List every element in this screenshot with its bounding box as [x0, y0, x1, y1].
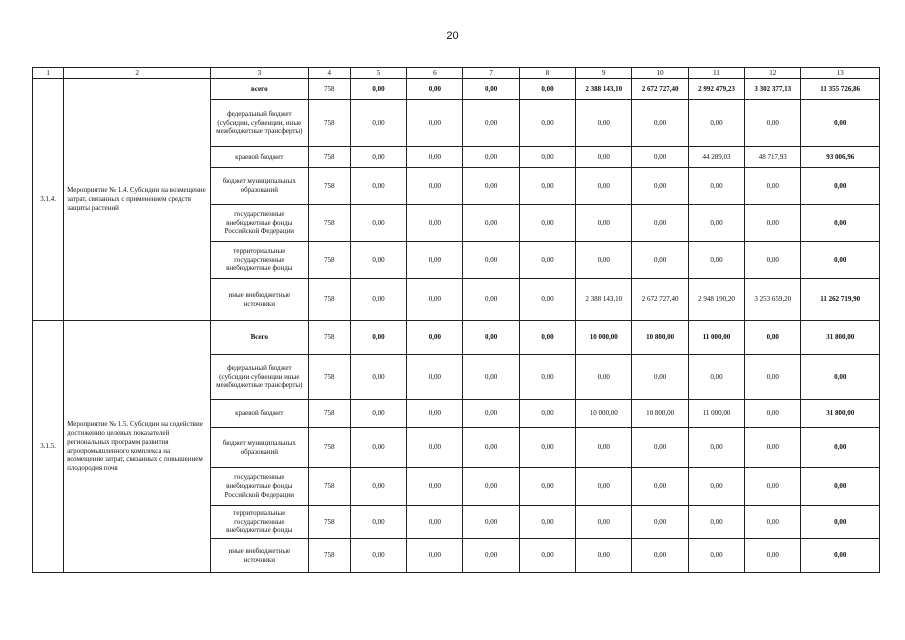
funding-source: краевой бюджет	[211, 147, 309, 168]
amount-cell: 0,00	[350, 147, 406, 168]
amount-cell: 0,00	[632, 205, 688, 242]
activity-code: 3.1.5.	[33, 321, 64, 573]
amount-cell: 0,00	[407, 400, 463, 428]
amount-cell: 0,00	[632, 539, 688, 573]
amount-cell: 0,00	[688, 428, 744, 468]
column-header: 10	[632, 68, 688, 79]
amount-cell: 0,00	[688, 468, 744, 506]
amount-cell: 0,00	[745, 100, 801, 147]
amount-cell: 0,00	[350, 100, 406, 147]
ministry-code: 758	[308, 400, 350, 428]
funding-source: территориальные государственные внебюджетные фонды	[211, 242, 309, 279]
amount-cell: 0,00	[801, 100, 880, 147]
amount-cell: 48 717,93	[745, 147, 801, 168]
ministry-code: 758	[308, 321, 350, 355]
funding-source: федеральный бюджет (субсидии субвенции иные межбюджетные трансферты)	[211, 355, 309, 400]
funding-source: всего	[211, 79, 309, 100]
amount-cell: 2 948 190,20	[688, 279, 744, 321]
amount-cell: 0,00	[519, 168, 575, 205]
funding-source: федеральный бюджет (субсидии, субвенции, иные межбюджетные трансферты)	[211, 100, 309, 147]
funding-source: территориальные государственные внебюджетные фонды	[211, 506, 309, 539]
amount-cell: 0,00	[407, 242, 463, 279]
funding-source: иные внебюджетные источники	[211, 539, 309, 573]
amount-cell: 0,00	[463, 168, 519, 205]
amount-cell: 0,00	[407, 168, 463, 205]
amount-cell: 0,00	[745, 242, 801, 279]
amount-cell: 0,00	[576, 147, 632, 168]
amount-cell: 0,00	[350, 468, 406, 506]
funding-source: Всего	[211, 321, 309, 355]
ministry-code: 758	[308, 279, 350, 321]
activity-code: 3.1.4.	[33, 79, 64, 321]
amount-cell: 0,00	[463, 468, 519, 506]
amount-cell: 0,00	[519, 539, 575, 573]
amount-cell: 10 800,00	[632, 400, 688, 428]
amount-cell: 0,00	[407, 355, 463, 400]
column-header: 1	[33, 68, 64, 79]
column-header: 2	[64, 68, 211, 79]
amount-cell: 0,00	[576, 506, 632, 539]
amount-cell: 11 355 726,86	[801, 79, 880, 100]
amount-cell: 0,00	[801, 168, 880, 205]
table-row	[33, 79, 880, 100]
amount-cell: 31 800,00	[801, 400, 880, 428]
ministry-code: 758	[308, 205, 350, 242]
amount-cell: 0,00	[632, 168, 688, 205]
amount-cell: 0,00	[576, 428, 632, 468]
column-header: 5	[350, 68, 406, 79]
ministry-code: 758	[308, 428, 350, 468]
amount-cell: 0,00	[463, 428, 519, 468]
amount-cell: 0,00	[519, 279, 575, 321]
amount-cell: 2 388 143,10	[576, 79, 632, 100]
amount-cell: 0,00	[519, 79, 575, 100]
page-number: 20	[446, 30, 459, 42]
funding-source: бюджет муниципальных образований	[211, 428, 309, 468]
column-header: 7	[463, 68, 519, 79]
amount-cell: 0,00	[463, 100, 519, 147]
amount-cell: 0,00	[745, 468, 801, 506]
amount-cell: 0,00	[632, 468, 688, 506]
amount-cell: 0,00	[632, 242, 688, 279]
amount-cell: 0,00	[745, 321, 801, 355]
amount-cell: 0,00	[350, 428, 406, 468]
amount-cell: 10 800,00	[632, 321, 688, 355]
amount-cell: 0,00	[688, 355, 744, 400]
amount-cell: 0,00	[688, 205, 744, 242]
amount-cell: 0,00	[801, 428, 880, 468]
amount-cell: 11 000,00	[688, 321, 744, 355]
column-header: 3	[211, 68, 309, 79]
amount-cell: 0,00	[407, 506, 463, 539]
amount-cell: 0,00	[745, 205, 801, 242]
amount-cell: 0,00	[350, 279, 406, 321]
table-row	[33, 321, 880, 355]
ministry-code: 758	[308, 79, 350, 100]
budget-table	[32, 67, 880, 573]
amount-cell: 0,00	[519, 205, 575, 242]
amount-cell: 0,00	[745, 355, 801, 400]
amount-cell: 0,00	[632, 147, 688, 168]
amount-cell: 0,00	[519, 321, 575, 355]
column-header: 13	[801, 68, 880, 79]
header-row	[33, 68, 880, 79]
amount-cell: 2 672 727,40	[632, 79, 688, 100]
amount-cell: 0,00	[350, 539, 406, 573]
amount-cell: 2 992 479,23	[688, 79, 744, 100]
column-header: 8	[519, 68, 575, 79]
amount-cell: 0,00	[407, 279, 463, 321]
amount-cell: 0,00	[688, 242, 744, 279]
amount-cell: 0,00	[350, 400, 406, 428]
amount-cell: 0,00	[463, 539, 519, 573]
amount-cell: 0,00	[688, 168, 744, 205]
ministry-code: 758	[308, 147, 350, 168]
ministry-code: 758	[308, 468, 350, 506]
funding-source: бюджет муниципальных образований	[211, 168, 309, 205]
ministry-code: 758	[308, 242, 350, 279]
amount-cell: 0,00	[745, 539, 801, 573]
amount-cell: 0,00	[519, 100, 575, 147]
amount-cell: 0,00	[350, 242, 406, 279]
column-header: 9	[576, 68, 632, 79]
ministry-code: 758	[308, 168, 350, 205]
amount-cell: 0,00	[407, 428, 463, 468]
amount-cell: 0,00	[350, 506, 406, 539]
amount-cell: 0,00	[801, 539, 880, 573]
amount-cell: 0,00	[576, 242, 632, 279]
amount-cell: 10 000,00	[576, 400, 632, 428]
amount-cell: 2 672 727,40	[632, 279, 688, 321]
funding-source: иные внебюджетные источники	[211, 279, 309, 321]
amount-cell: 0,00	[688, 506, 744, 539]
amount-cell: 0,00	[519, 242, 575, 279]
amount-cell: 0,00	[688, 100, 744, 147]
amount-cell: 31 800,00	[801, 321, 880, 355]
column-header: 6	[407, 68, 463, 79]
amount-cell: 3 302 377,13	[745, 79, 801, 100]
amount-cell: 0,00	[519, 400, 575, 428]
amount-cell: 0,00	[463, 355, 519, 400]
amount-cell: 0,00	[463, 279, 519, 321]
amount-cell: 0,00	[801, 205, 880, 242]
amount-cell: 0,00	[463, 205, 519, 242]
amount-cell: 0,00	[632, 506, 688, 539]
amount-cell: 0,00	[632, 355, 688, 400]
amount-cell: 0,00	[801, 355, 880, 400]
ministry-code: 758	[308, 355, 350, 400]
ministry-code: 758	[308, 506, 350, 539]
amount-cell: 0,00	[519, 355, 575, 400]
amount-cell: 0,00	[407, 100, 463, 147]
amount-cell: 0,00	[350, 321, 406, 355]
amount-cell: 0,00	[350, 355, 406, 400]
funding-source: государственные внебюджетные фонды Российской Федерации	[211, 468, 309, 506]
amount-cell: 0,00	[519, 147, 575, 168]
amount-cell: 3 253 659,20	[745, 279, 801, 321]
activity-description: Мероприятие № 1.5. Субсидии на содействие достижению целевых показателей региональных программ развития агропромышленного комплекса на возмещение затрат, связанных с повышением плодородия почв	[64, 321, 211, 573]
funding-source: государственные внебюджетные фонды Российской Федерации	[211, 205, 309, 242]
amount-cell: 0,00	[801, 506, 880, 539]
amount-cell: 0,00	[576, 355, 632, 400]
amount-cell: 0,00	[576, 539, 632, 573]
amount-cell: 0,00	[407, 321, 463, 355]
amount-cell: 0,00	[407, 79, 463, 100]
amount-cell: 0,00	[576, 168, 632, 205]
amount-cell: 0,00	[632, 428, 688, 468]
amount-cell: 0,00	[463, 79, 519, 100]
amount-cell: 0,00	[688, 539, 744, 573]
amount-cell: 0,00	[407, 539, 463, 573]
column-header: 4	[308, 68, 350, 79]
amount-cell: 0,00	[519, 468, 575, 506]
amount-cell: 0,00	[576, 100, 632, 147]
amount-cell: 0,00	[519, 506, 575, 539]
amount-cell: 0,00	[745, 168, 801, 205]
activity-description: Мероприятие № 1.4. Субсидии на возмещение затрат, связанных с применением средств защиты растений	[64, 79, 211, 321]
amount-cell: 0,00	[745, 400, 801, 428]
amount-cell: 0,00	[407, 468, 463, 506]
amount-cell: 93 006,96	[801, 147, 880, 168]
amount-cell: 0,00	[350, 168, 406, 205]
amount-cell: 2 388 143,10	[576, 279, 632, 321]
amount-cell: 0,00	[463, 506, 519, 539]
amount-cell: 0,00	[463, 321, 519, 355]
amount-cell: 0,00	[519, 428, 575, 468]
amount-cell: 0,00	[745, 428, 801, 468]
amount-cell: 0,00	[350, 205, 406, 242]
funding-source: краевой бюджет	[211, 400, 309, 428]
amount-cell: 11 262 719,90	[801, 279, 880, 321]
amount-cell: 0,00	[463, 400, 519, 428]
amount-cell: 0,00	[350, 79, 406, 100]
column-header: 12	[745, 68, 801, 79]
amount-cell: 11 000,00	[688, 400, 744, 428]
column-header: 11	[688, 68, 744, 79]
amount-cell: 10 000,00	[576, 321, 632, 355]
amount-cell: 0,00	[463, 242, 519, 279]
amount-cell: 0,00	[801, 242, 880, 279]
amount-cell: 0,00	[576, 468, 632, 506]
amount-cell: 0,00	[745, 506, 801, 539]
amount-cell: 44 289,03	[688, 147, 744, 168]
amount-cell: 0,00	[407, 205, 463, 242]
ministry-code: 758	[308, 100, 350, 147]
amount-cell: 0,00	[407, 147, 463, 168]
amount-cell: 0,00	[801, 468, 880, 506]
amount-cell: 0,00	[576, 205, 632, 242]
amount-cell: 0,00	[632, 100, 688, 147]
ministry-code: 758	[308, 539, 350, 573]
amount-cell: 0,00	[463, 147, 519, 168]
